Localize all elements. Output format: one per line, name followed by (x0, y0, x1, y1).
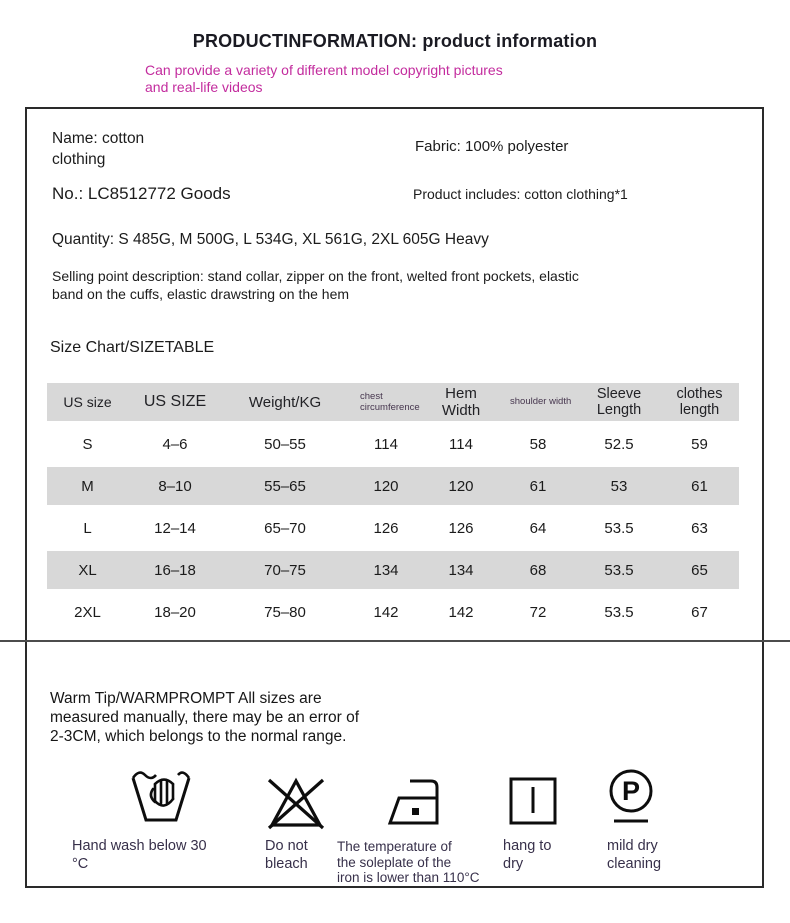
iron-temp-label (337, 839, 479, 886)
size-row-2xl (47, 593, 739, 631)
size-cell: 75–80 (264, 603, 306, 621)
size-cell: 16–18 (128, 551, 222, 589)
column-header-hem-width: Hem Width (424, 383, 498, 421)
warm-tip-line: measured manually, there may be an error of (50, 709, 360, 726)
size-cell: 58 (529, 435, 547, 453)
care-label-line: Hand wash below 30 (72, 838, 207, 854)
size-cell: 120 (348, 467, 424, 505)
size-cell: 126 (373, 519, 399, 537)
hang-to-dry-icon (508, 776, 558, 826)
care-label-line: dry (503, 855, 524, 872)
do-not-bleach-icon (265, 773, 327, 831)
do-not-bleach-label (265, 838, 308, 873)
column-header-chest-circumference: chest circumference (348, 383, 424, 421)
size-cell: 65–70 (264, 519, 306, 537)
care-label-line: hang to (503, 838, 552, 854)
size-cell: 12–14 (154, 519, 196, 537)
size-cell: 53.5 (604, 603, 634, 621)
size-table (47, 379, 739, 635)
size-cell: 134 (348, 551, 424, 589)
care-label-line: The temperature of (337, 839, 452, 854)
mild-dry-clean-icon (606, 768, 656, 826)
size-cell: 142 (373, 603, 399, 621)
size-row-l (47, 509, 739, 547)
column-header-sleeve-length: Sleeve Length (578, 383, 660, 421)
size-cell: XL (47, 551, 128, 589)
product-name-line: Name: cotton (52, 130, 145, 147)
size-cell: 53 (578, 467, 660, 505)
care-label-line: mild dry (607, 838, 658, 854)
size-cell: 134 (424, 551, 498, 589)
size-cell: 4–6 (162, 435, 188, 453)
size-table-header-row (47, 383, 739, 421)
size-cell: 18–20 (154, 603, 196, 621)
size-cell: 61 (498, 467, 578, 505)
size-cell: 63 (691, 519, 708, 537)
care-label-line: the soleplate of the (337, 854, 452, 870)
size-chart-heading: Size Chart/SIZETABLE (50, 339, 215, 356)
warm-tip (50, 689, 359, 746)
size-cell: 55–65 (222, 467, 348, 505)
care-label-line: °C (72, 855, 89, 872)
selling-point-line: Selling point description: stand collar, zipper on the front, welted front pockets, elastic (52, 268, 579, 284)
size-cell: 67 (691, 603, 708, 621)
size-cell: 50–55 (264, 435, 306, 453)
warm-tip-line: 2-3CM, which belongs to the normal range. (50, 728, 347, 745)
size-cell: 114 (449, 435, 473, 453)
subtitle-line: Can provide a variety of different model copyright pictures (145, 62, 503, 78)
care-label-line: cleaning (607, 855, 662, 872)
care-label-line: bleach (265, 855, 308, 872)
product-name-line: clothing (52, 151, 106, 168)
size-cell: 59 (691, 435, 708, 453)
size-cell: 68 (498, 551, 578, 589)
size-row-xl (47, 551, 739, 589)
section-divider (0, 640, 790, 642)
size-cell: 53.5 (604, 519, 634, 537)
iron-max-110-icon (386, 776, 444, 828)
size-cell: 114 (374, 435, 398, 453)
mild-dry-clean-label (607, 838, 661, 873)
size-cell: 142 (448, 603, 474, 621)
warm-tip-line: Warm Tip/WARMPROMPT All sizes are (50, 690, 322, 707)
size-cell: 8–10 (128, 467, 222, 505)
selling-point-line: band on the cuffs, elastic drawstring on the hem (52, 286, 350, 302)
hand-wash-label (72, 838, 207, 873)
care-label-line: Do not (265, 838, 308, 854)
size-cell: 2XL (74, 603, 101, 621)
selling-point-description (52, 267, 579, 303)
subtitle-line: and real-life videos (145, 78, 263, 95)
column-header-us-size: US size (47, 383, 128, 421)
size-cell: M (47, 467, 128, 505)
size-cell: 61 (660, 467, 739, 505)
size-cell: L (83, 519, 92, 537)
size-cell: 53.5 (578, 551, 660, 589)
size-row-m (47, 467, 739, 505)
product-name (52, 128, 144, 170)
care-label-line: iron is lower than 110°C (337, 870, 480, 885)
subtitle (145, 62, 503, 95)
size-cell: 64 (529, 519, 547, 537)
size-row-s (47, 425, 739, 463)
size-cell: 72 (529, 603, 547, 621)
svg-text:P: P (621, 776, 641, 806)
size-cell: 120 (424, 467, 498, 505)
product-includes: Product includes: cotton clothing*1 (413, 186, 628, 202)
size-cell: 52.5 (604, 435, 634, 453)
hang-to-dry-label (503, 838, 551, 873)
column-header-shoulder-width: shoulder width (498, 383, 578, 421)
product-fabric: Fabric: 100% polyester (415, 138, 569, 155)
size-cell: 70–75 (222, 551, 348, 589)
column-header-weight: Weight/KG (222, 383, 348, 421)
product-number: No.: LC8512772 Goods (52, 184, 231, 203)
column-header-us-size-range: US SIZE (128, 383, 222, 421)
page-title: PRODUCTINFORMATION: product information (192, 31, 598, 51)
product-quantity: Quantity: S 485G, M 500G, L 534G, XL 561G, 2XL 605G Heavy (52, 231, 489, 248)
column-header-clothes-length: clothes length (660, 383, 739, 421)
size-cell: S (82, 435, 93, 453)
hand-wash-icon (130, 762, 192, 828)
size-cell: 65 (660, 551, 739, 589)
size-cell: 126 (448, 519, 474, 537)
